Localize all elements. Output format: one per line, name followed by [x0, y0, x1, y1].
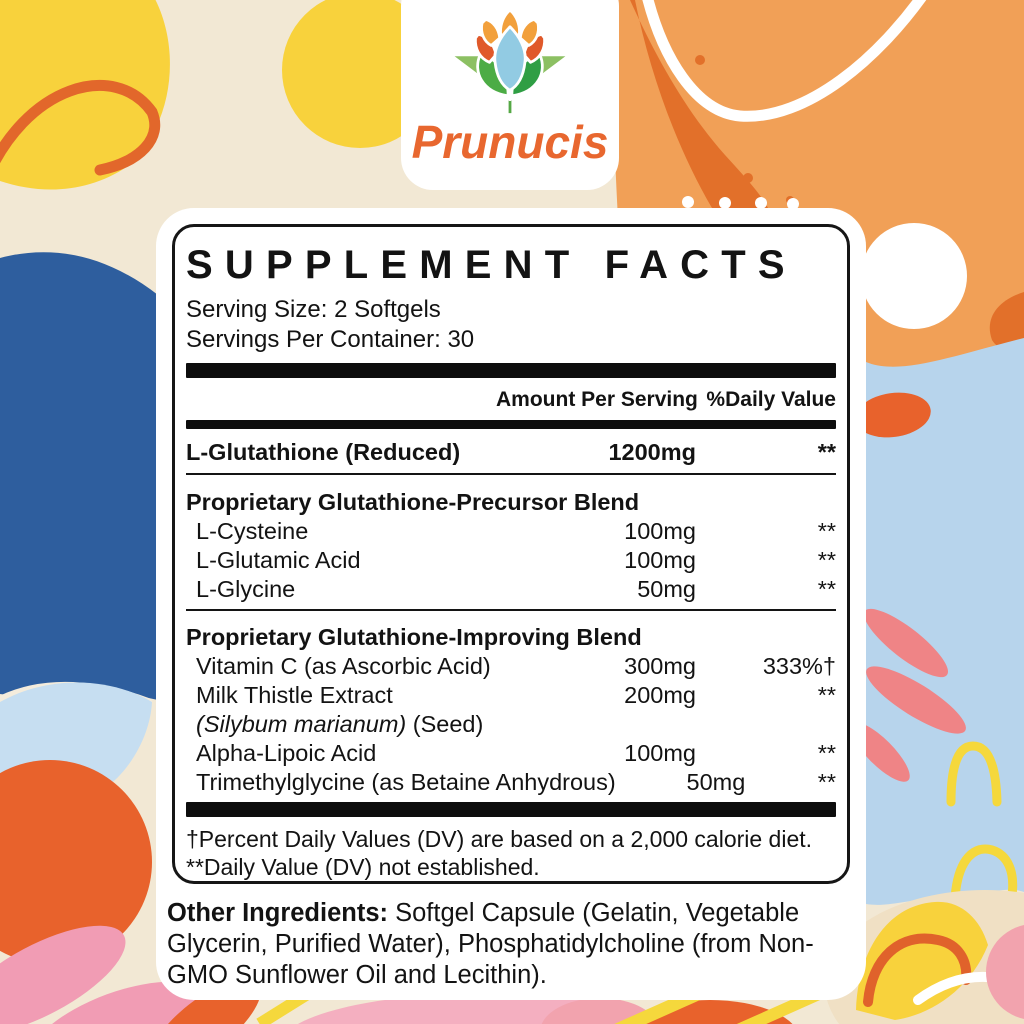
- brand-card: [401, 0, 619, 190]
- ingredient-amount: 100mg: [624, 740, 696, 766]
- footnote-not-established: **Daily Value (DV) not established.: [186, 854, 540, 880]
- ingredient-amount: 50mg: [637, 576, 696, 602]
- ingredient-name: Alpha-Lipoic Acid: [196, 740, 377, 766]
- ingredient-name: L-Glycine: [196, 576, 296, 602]
- serving-size-line: Serving Size: 2 Softgels: [186, 296, 441, 323]
- blend1-header: Proprietary Glutathione-Precursor Blend: [186, 489, 640, 515]
- ingredient-dv: **: [817, 547, 836, 573]
- ingredient-name: L-Glutamic Acid: [196, 547, 361, 573]
- divider-thick: [186, 802, 836, 817]
- footnote-daily-value: †Percent Daily Values (DV) are based on a 2,000 calorie diet.: [186, 826, 813, 852]
- table-row-botanical-subline: [186, 710, 836, 739]
- region-left-blue: [0, 252, 158, 801]
- column-header-row: [186, 387, 836, 413]
- label-card: [156, 208, 866, 1000]
- ingredient-amount: 100mg: [624, 518, 696, 544]
- table-row: [186, 517, 836, 546]
- column-header-amount: Amount Per Serving: [496, 388, 698, 411]
- ingredient-dv: 333%†: [762, 653, 836, 679]
- ingredient-name: L-Cysteine: [196, 518, 309, 544]
- table-row: [186, 546, 836, 575]
- ingredient-dv: **: [817, 740, 836, 766]
- ingredient-dv: **: [817, 682, 836, 708]
- table-row-glutathione: [186, 437, 836, 475]
- blend2-header: Proprietary Glutathione-Improving Blend: [186, 624, 642, 650]
- ingredient-amount: 300mg: [624, 653, 696, 679]
- brand-name: Prunucis: [411, 116, 609, 168]
- ingredient-dv: **: [817, 769, 836, 795]
- ingredient-amount: 50mg: [686, 769, 746, 795]
- column-header-dv: %Daily Value: [706, 388, 836, 411]
- divider-medium: [186, 420, 836, 429]
- ingredient-name: Trimethylglycine (as Betaine Anhydrous): [196, 769, 616, 795]
- ingredient-dv: **: [817, 576, 836, 602]
- ingredient-amount: 100mg: [624, 547, 696, 573]
- other-ingredients: [167, 898, 843, 991]
- region-right-lightblue: [843, 338, 1024, 905]
- ingredient-dv: **: [817, 439, 836, 465]
- supplement-facts-panel: [172, 224, 850, 884]
- divider-thick: [186, 363, 836, 378]
- table-row: [186, 681, 836, 710]
- ingredient-amount: 200mg: [624, 682, 696, 708]
- ingredient-amount: 1200mg: [608, 439, 696, 465]
- ingredient-name: Vitamin C (as Ascorbic Acid): [196, 653, 491, 679]
- other-ingredients-text: Softgel Capsule (Gelatin, Vegetable Glycerin, Purified Water), Phosphatidylcholine (from Non-GMO Sunflower Oil and Lecithin).: [167, 899, 814, 989]
- ingredient-name: L-Glutathione (Reduced): [186, 439, 461, 465]
- divider-thin: [186, 609, 836, 611]
- brand-logo-icon: [440, 10, 580, 122]
- ingredient-name: Milk Thistle Extract: [196, 682, 393, 708]
- botanical-latin-name: (Silybum marianum): [196, 711, 407, 737]
- table-row: [186, 575, 836, 604]
- botanical-part: (Seed): [406, 711, 484, 737]
- servings-per-container-line: Servings Per Container: 30: [186, 326, 475, 353]
- table-row: [186, 768, 836, 797]
- table-row: [186, 652, 836, 681]
- ingredient-dv: **: [817, 518, 836, 544]
- other-ingredients-label: Other Ingredients:: [167, 899, 389, 927]
- table-row: [186, 739, 836, 768]
- panel-title: SUPPLEMENT FACTS: [186, 243, 797, 287]
